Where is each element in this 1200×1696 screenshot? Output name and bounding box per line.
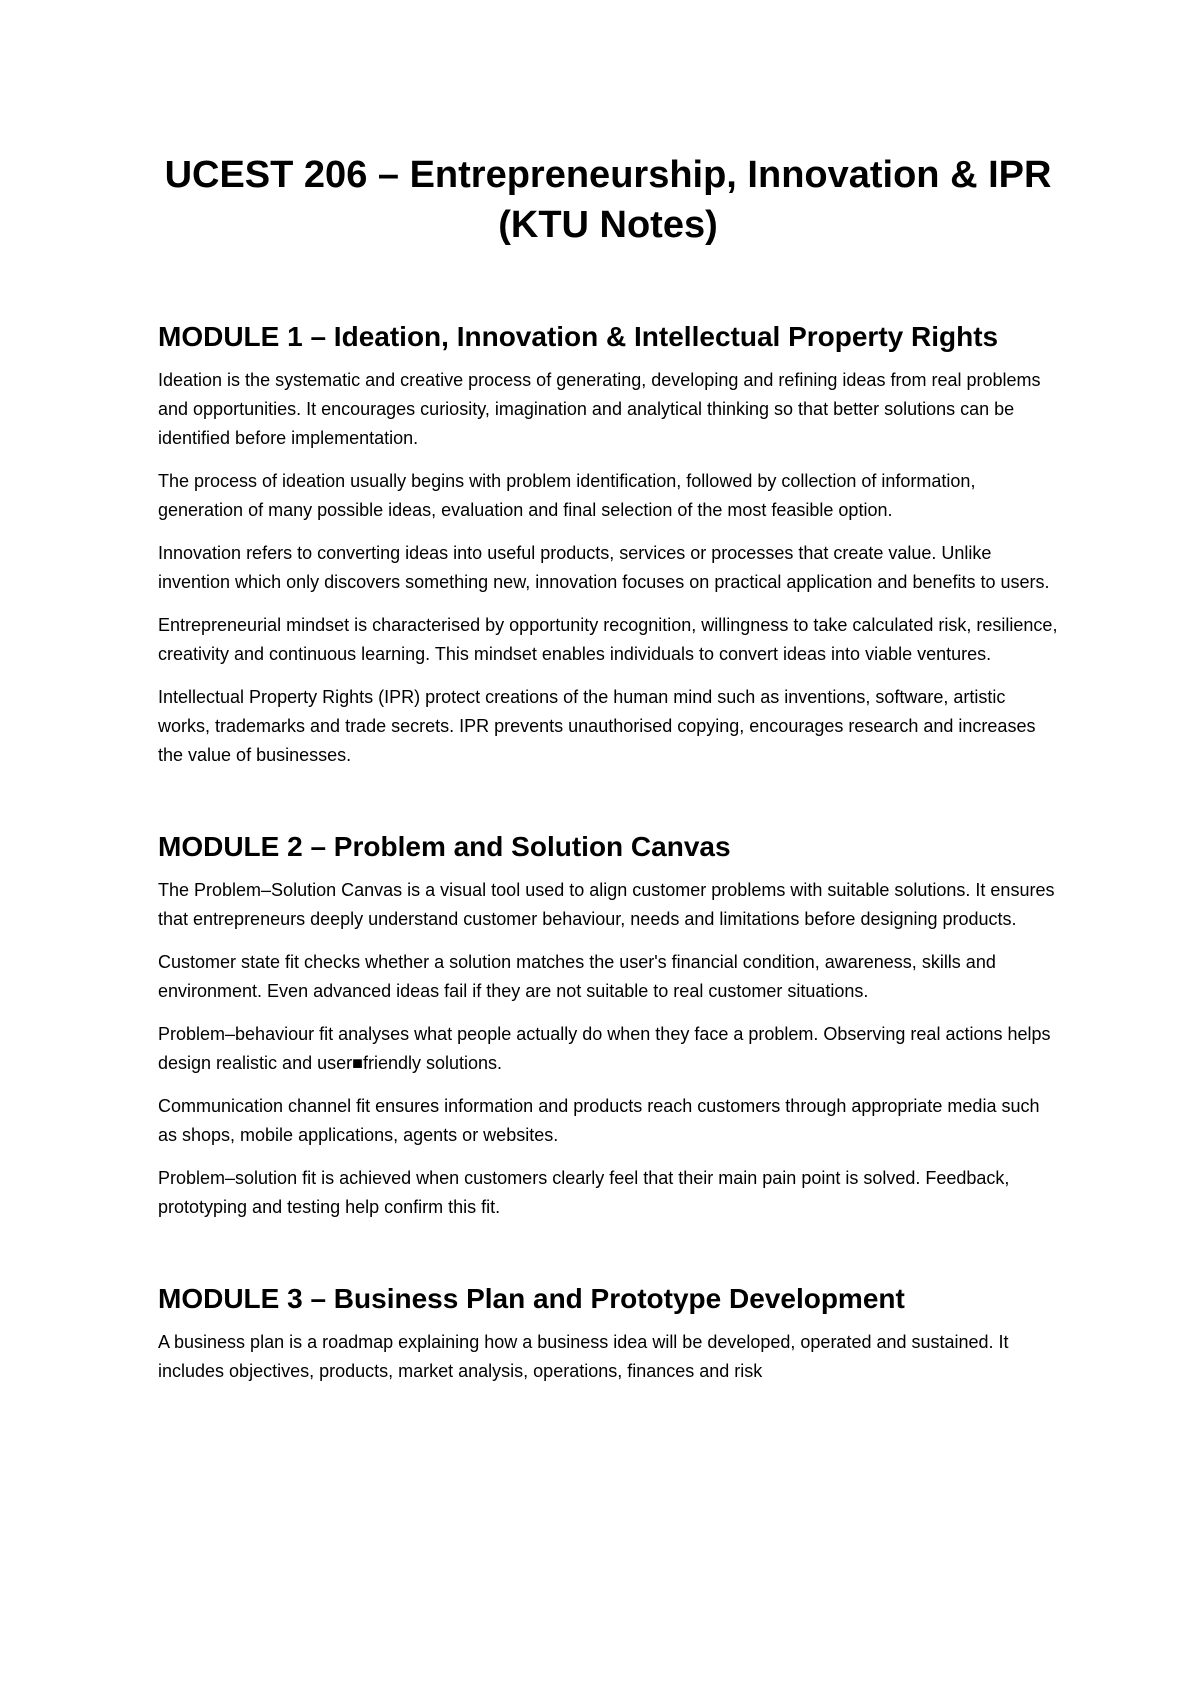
module-1-paragraph: Innovation refers to converting ideas into useful products, services or processes that create value. Unlike invention which only discovers something new, innovation focuses on practical application and benefits to users. — [158, 543, 1050, 592]
module-2-paragraph: Problem–behaviour fit analyses what people actually do when they face a problem. Observing real actions helps design realistic and user■friendly solutions. — [158, 1024, 1051, 1073]
document-content — [158, 150, 1058, 1400]
module-3-section — [158, 1282, 1058, 1386]
module-1-section — [158, 320, 1058, 770]
module-1-paragraph: The process of ideation usually begins with problem identification, followed by collection of information, generation of many possible ideas, evaluation and final selection of the most feasible option. — [158, 471, 976, 520]
module-2-paragraph: Customer state fit checks whether a solution matches the user's financial condition, awareness, skills and environment. Even advanced ideas fail if they are not suitable to real customer situations. — [158, 952, 996, 1001]
module-1-heading: MODULE 1 – Ideation, Innovation & Intellectual Property Rights — [158, 321, 999, 352]
title-line-2: (KTU Notes) — [498, 204, 718, 246]
document-title — [158, 150, 1058, 250]
title-line-1: UCEST 206 – Entrepreneurship, Innovation & IPR — [164, 154, 1052, 196]
module-1-paragraph: Entrepreneurial mindset is characterised by opportunity recognition, willingness to take calculated risk, resilience, creativity and continuous learning. This mindset enables individuals to convert ideas into viable ventures. — [158, 615, 1058, 664]
module-2-paragraph: Communication channel fit ensures information and products reach customers through appropriate media such as shops, mobile applications, agents or websites. — [158, 1096, 1040, 1145]
module-1-paragraph: Ideation is the systematic and creative process of generating, developing and refining ideas from real problems and opportunities. It encourages curiosity, imagination and analytical thinking so that better solutions can be identified before implementation. — [158, 370, 1041, 448]
module-1-paragraph: Intellectual Property Rights (IPR) protect creations of the human mind such as inventions, software, artistic works, trademarks and trade secrets. IPR prevents unauthorised copying, encourages research and increases the value of businesses. — [158, 687, 1036, 765]
module-3-paragraph: A business plan is a roadmap explaining how a business idea will be developed, operated and sustained. It includes objectives, products, market analysis, operations, finances and risk — [158, 1332, 1009, 1381]
module-3-heading: MODULE 3 – Business Plan and Prototype Development — [158, 1283, 905, 1314]
module-2-paragraph: Problem–solution fit is achieved when customers clearly feel that their main pain point is solved. Feedback, prototyping and testing help confirm this fit. — [158, 1168, 1010, 1217]
module-2-paragraph: The Problem–Solution Canvas is a visual tool used to align customer problems with suitable solutions. It ensures that entrepreneurs deeply understand customer behaviour, needs and limitations before designing products. — [158, 880, 1055, 929]
module-2-heading: MODULE 2 – Problem and Solution Canvas — [158, 831, 731, 862]
module-2-section — [158, 830, 1058, 1222]
